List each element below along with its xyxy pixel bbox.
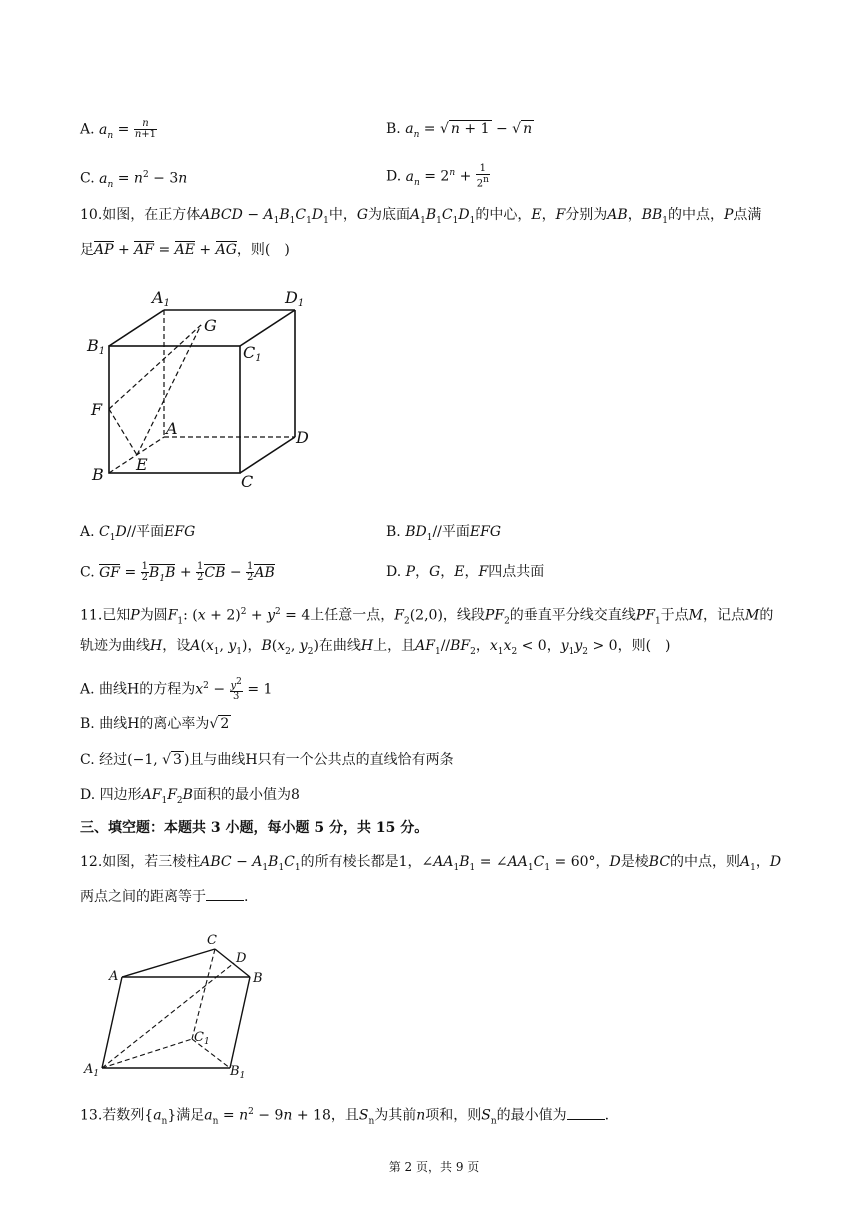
edge-a-a1: [102, 977, 122, 1068]
q11-stem-line1: 11.已知P为圆$F_1$: $(x + 2)^2 + y^2 = 4$上任意一点，$F_2(2,0)$，线段$PF_2$的垂直平分线交直线$PF_1$于点M，记点M的: [80, 607, 774, 627]
q9-option-b: B. $a_n$ = √ n + 1 − √ n: [386, 121, 533, 140]
label-e: E: [136, 455, 148, 474]
label-c: C: [241, 472, 254, 491]
q11-stem-line2: 轨迹为曲线H，设$A(x_1$, $y_1$)，$B(x_2$, $y_2$)在曲线H上，且$AF_1//BF_2$，$x_1x_2 < 0$，$y_1y_2 > 0$，则( ): [80, 638, 671, 657]
label-b1: $B_1$: [230, 1064, 246, 1081]
label-c1: C1: [243, 343, 262, 364]
label-d1: D1: [285, 288, 305, 309]
edge-b-b1: [230, 977, 250, 1068]
label-c: C: [207, 933, 217, 948]
q10-option-b: B. $BD_1//$平面EFG: [386, 524, 502, 543]
cube-figure: [80, 285, 320, 495]
edge-c-d: [240, 437, 295, 473]
prism-figure: [80, 925, 280, 1085]
q13-stem: 13.若数列$\{a_n\}$满足$a_n = n^2 - 9n + 18$，且$S_n$为其前n项和，则$S_n$的最小值为 .: [80, 1102, 609, 1131]
label-a: A: [166, 419, 178, 438]
label-g: G: [204, 316, 217, 335]
label-d: D: [296, 428, 309, 447]
q12-stem-line2: 两点之间的距离等于 .: [80, 886, 248, 907]
segment-f-e: [109, 409, 137, 455]
label-a: A: [109, 969, 119, 984]
q12-stem-line1: 12.如图，若三棱柱ABC − $A_1B_1C_1$的所有棱长都是1，$\angle AA_1B_1$ = $\angle AA_1C_1 = 60^\circ$，D是棱BC的中点，则$A_1$，D: [80, 854, 782, 873]
q10-option-a: A. $C_1D//$平面EFG: [80, 524, 196, 543]
cube-front-face: [109, 346, 240, 473]
label-c1: $C_1$: [194, 1030, 210, 1047]
label-d: D: [236, 951, 247, 966]
q10-stem-line1: 10.如图，在正方体ABCD − $A_1B_1C_1D_1$中，G为底面$A_1B_1C_1D_1$的中心，E，F分别为AB，$BB_1$的中点，P点满: [80, 207, 762, 226]
label-b: B: [253, 971, 263, 986]
edge-c1-d1: [240, 310, 295, 346]
label-a1: $A_1$: [84, 1062, 100, 1079]
q9-option-a: A. $a_n$ = $\frac{n}{n+1}$: [80, 118, 157, 141]
section-3-heading: 三、填空题：本题共 3 小题，每小题 5 分，共 15 分。: [80, 820, 429, 836]
q9-option-c: C. $a_n = n^2 - 3n$: [80, 170, 188, 190]
q11-option-a: A. 曲线H的方程为$x^2$ − $\frac{y^2}{3}$ = 1: [80, 676, 273, 703]
label-a1: A1: [152, 288, 170, 309]
q11-option-c: C. 经过(−1, √ 3 )且与曲线H只有一个公共点的直线恰有两条: [80, 752, 454, 768]
q10-stem-line2: 足AP + AF = AE + AG，则( ): [80, 242, 290, 258]
q10-option-d: D. P，G，E，F四点共面: [386, 564, 545, 580]
label-f: F: [91, 400, 103, 419]
edge-b1-a1: [109, 310, 164, 346]
edge-c-c1: [192, 949, 215, 1039]
q11-option-d: D. 四边形$AF_1F_2B$面积的最小值为8: [80, 787, 300, 806]
edge-a1-c1: [102, 1039, 192, 1068]
q13-answer-blank[interactable]: [567, 1105, 605, 1120]
edge-a-c: [122, 949, 215, 977]
page-footer: 第 2 页，共 9 页: [388, 1160, 480, 1174]
q9-option-d: D. $a_n = 2^n$ + $\frac{1}{2^n}$: [386, 162, 489, 190]
q12-answer-blank[interactable]: [206, 886, 244, 901]
label-b1: B1: [87, 336, 106, 357]
label-b: B: [92, 465, 104, 484]
q11-option-b: B. 曲线H的离心率为√ 2: [80, 716, 230, 732]
q10-option-c: C. GF = $\frac{1}{2}$ $B_1B$ + $\frac{1}{2}$ CB − $\frac{1}{2}$ AB: [80, 561, 275, 584]
